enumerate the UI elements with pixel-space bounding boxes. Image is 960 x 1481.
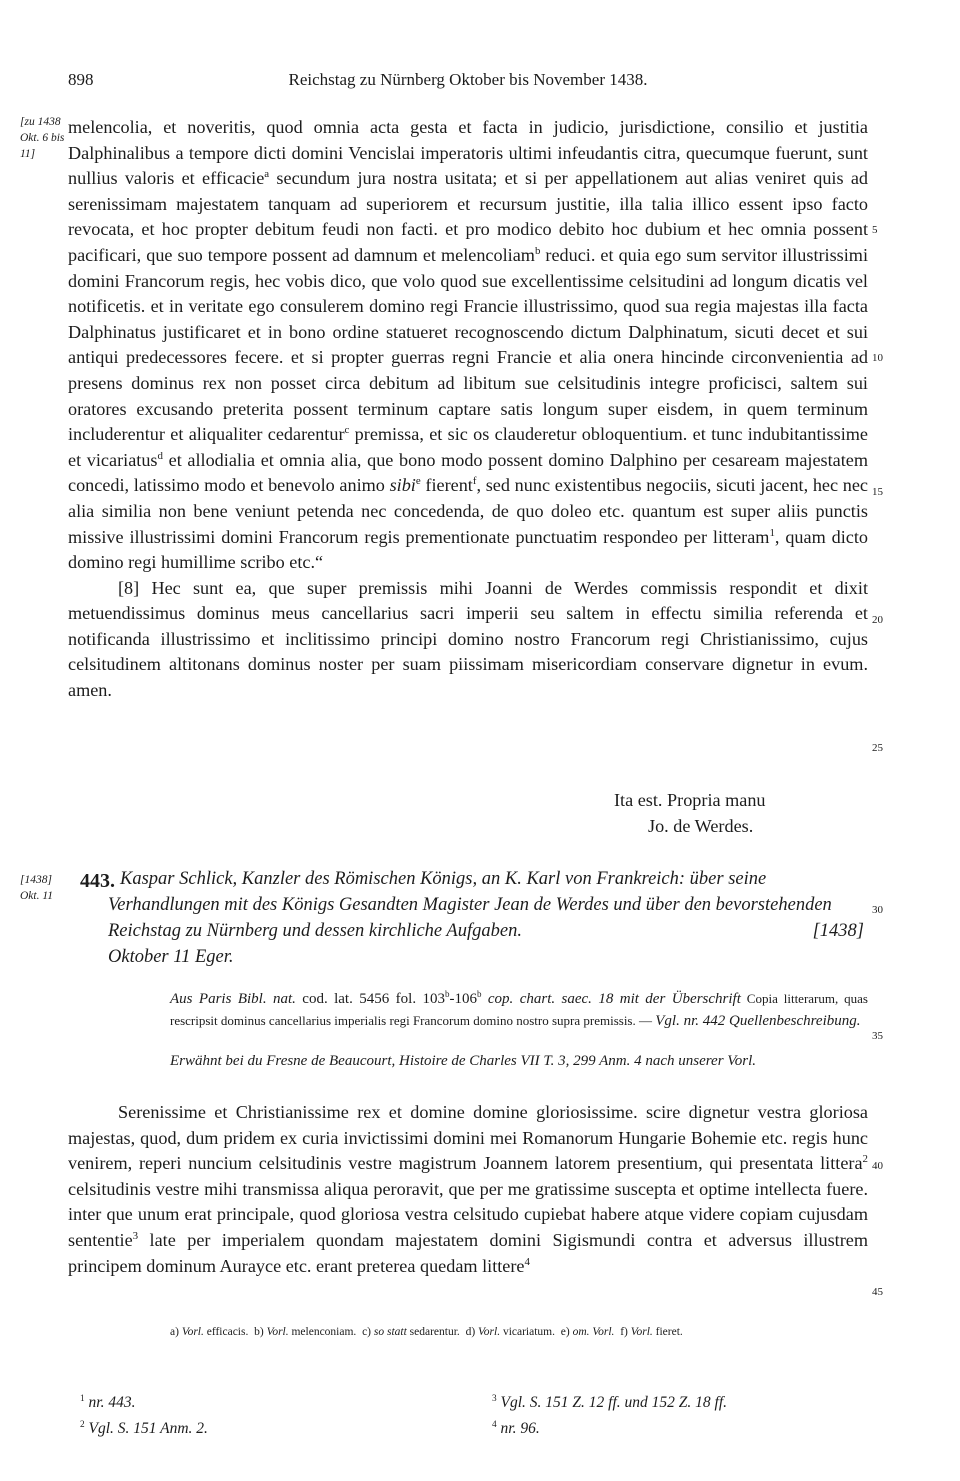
paragraph-8: [8] Hec sunt ea, que super premissis mihi Joanni de Werdes commissis respondit et dixit metuendissimus dominus meus cancellarius sacri imperii seu saltem in effectu similia referenda et notificanda illustrissimo et inclitissimo principi domino nostro Francorum regi Christianissimo, cujus celsitudinem altitonans dominus noster per suam piissimam misericordiam conservare dignetur in evum. amen.	[68, 577, 868, 701]
signature-line-2: Jo. de Werdes.	[648, 816, 754, 836]
line-number: 35	[872, 1030, 883, 1042]
apparatus-mark-b: b	[534, 244, 541, 257]
apparatus-mark-c: c	[344, 424, 350, 437]
footnote-mark-1: 1	[769, 526, 775, 539]
line-number: 25	[872, 742, 883, 754]
apparatus-mark-d: d	[157, 449, 163, 462]
running-title: Reichstag zu Nürnberg Oktober bis November 1438.	[288, 70, 648, 89]
apparatus-mark-f: f	[472, 475, 477, 488]
margin-doc-date: [1438] Okt. 11	[20, 874, 54, 902]
document-title: Kaspar Schlick, Kanzler des Römischen Königs, an K. Karl von Frankreich: über seine Verhandlungen mit des Königs Gesandten Magister Jean de Werdes und über den bevorstehenden Reichstag zu Nürnberg und dessen kirchliche Aufgaben. [1438] Oktober 11 Eger.	[108, 869, 864, 967]
line-number: 20	[872, 614, 883, 626]
footnote-4: $^4$ nr. 96.	[492, 1419, 540, 1437]
letter-text	[68, 1100, 868, 1279]
apparatus-mark-a: a	[264, 168, 270, 181]
footnote-2: $^2$ Vgl. S. 151 Anm. 2.	[80, 1419, 208, 1437]
apparatus-mark-e: e	[415, 475, 421, 488]
paragraph-continuation: melencolia, et noveritis, quod omnia acta gesta et facta in judicio, jurisdictione, consilio et justitia Dalphinalibus a tempore dicti domini Vencislai imperatoris ultimi infeudantis citra, quecumque fuerunt, sunt nullius valoris et efficacie$^a$ secundum jura nostra usitata; et si per appellationem aut alias veniret quis ad serenissimam majestatem tanquam ad superiorem et recursum justitie, illa talia illico essent ipso facto revocata, et hoc propter debitum feudi non facti. et pro modico debito hoc dubium et hec omnia possent pacificari, que suo tempore possent ad damnum et melencoliam$^b$ reduci. et quia ego sum servitor illustrissimi domini Francorum regis, hec vobis dico, que volo quod sue excellentissime celsitudini ad longum dicatis vel notificetis. et in veritate ego consulerem domino regi Francie illustrissimo, quod sua regia majestas illa facta Dalphinatus justificaret et in bono ordine statueret recognoscendo dictum Dalphinatum, sicuti decet et sui antiqui predecessores fecere. et si propter guerras regni Francie et alia onera hincinde circonvenientia ad presens dominus rex non posset circa debitum ad libitum sue celsitudinis integre proficisci, saltem sui oratores excusando preterita possent terminum captare satis longum super eisdem, in quem terminum includerentur et aliqualiter cedarentur$^c$ premissa, et sic os clauderetur obloquentium. et tunc indubitantissime et vicariatus$^d$ et allodialia et omnia alia, que bono modo possent domino Dalphino per cesaream majestatem concedi, latissimo modo et benevolo animo sibi$^e$ fierent$^f$, sed nunc existentibus negociis, sicuti jacent, hec nec alia similia non bene veniunt petenda nec concedenda, de quo doleo etc. quantum est super aliis punctis missive illustrissimi domini Francorum regis prementionate punctuatim respondeo per litteram$^1$, quam dicto domino regi humillime scribo etc.“	[68, 117, 869, 573]
document-number: 443.	[80, 870, 115, 892]
page-number: 898	[68, 70, 94, 89]
signature-line-1: Ita est. Propria manu	[614, 790, 766, 810]
main-text	[68, 115, 868, 704]
footnote-3: $^3$ Vgl. S. 151 Z. 12 ff. und 152 Z. 18 ff.	[492, 1393, 728, 1411]
line-number: 10	[872, 352, 883, 364]
document-year: [1438]	[812, 921, 864, 941]
margin-date-note: [zu 1438 Okt. 6 bis 11]	[20, 116, 65, 160]
source-description: Aus Paris Bibl. nat. cod. lat. 5456 fol. 103$^b$-106$^b$ cop. chart. saec. 18 mit der Überschrift Copia litterarum, quas rescripsit dominus cancellarius imperialis regi Francorum domino nostro supra premissis. — Vgl. nr. 442 Quellenbeschreibung.	[170, 989, 868, 1029]
footnote-1: $^1$ nr. 443.	[80, 1393, 136, 1411]
letter-paragraph: Serenissime et Christianissime rex et domine domine gloriosissime. scire dignetur vestra gloriosa majestas, quod, dum pridem ex curia invictissimi domini mei Romanorum Hungarie Bohemie etc. regis hunc venirem, reperi nuncium celsitudinis vestre magistrum Joannem latorem presentium, qui presentata littera$^2$ celsitudinis vestre mihi transmissa aliqua peroravit, que per me gratissime suscepta et optime intellecta fuere. inter que unum erat principale, quod gloriosa vestra celsitudo cupiebat habere atque videre copiam cujusdam sententie$^3$ late per imperialem quondam majestatem domini Sigismundi contra et adversus illustrem principem dominum Aurayce etc. erant preterea quedam littere$^4$	[68, 1102, 868, 1276]
line-number: 45	[872, 1286, 883, 1298]
footnote-mark-3: 3	[132, 1229, 139, 1242]
line-number: 40	[872, 1160, 883, 1172]
line-number: 5	[872, 224, 878, 236]
document-date-place: Oktober 11 Eger.	[108, 947, 234, 967]
critical-apparatus: a) Vorl. efficacis. b) Vorl. melenconiam. c) so statt sedarentur. d) Vorl. vicariatum. e) om. Vorl. f) Vorl. fieret.	[170, 1326, 683, 1338]
footnote-mark-4: 4	[524, 1255, 530, 1268]
running-header	[68, 70, 868, 96]
line-number: 30	[872, 904, 883, 916]
source-mention: Erwähnt bei du Fresne de Beaucourt, Histoire de Charles VII T. 3, 299 Anm. 4 nach unserer Vorl.	[170, 1053, 757, 1069]
footnote-mark-2: 2	[862, 1153, 868, 1166]
line-number: 15	[872, 486, 883, 498]
